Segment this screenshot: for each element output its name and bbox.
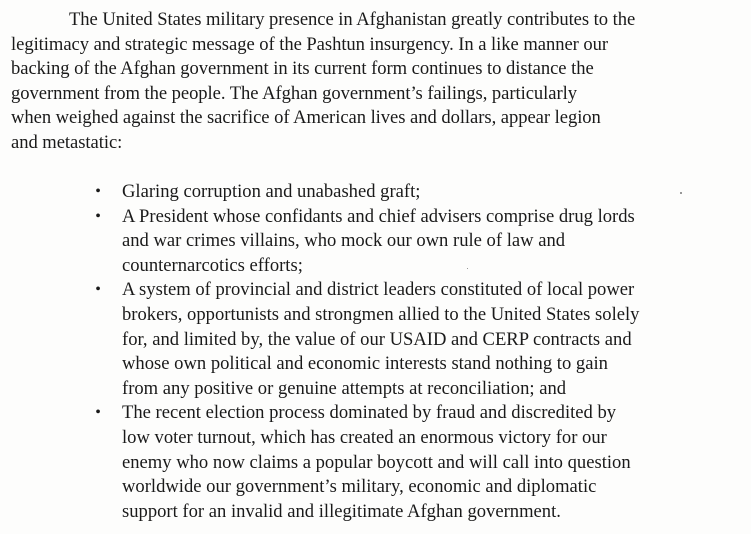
intro-line: legitimacy and strategic message of the Pashtun insurgency. In a like manner our <box>11 33 609 55</box>
scan-speck <box>680 192 682 194</box>
bullet-line: worldwide our government’s military, economic and diplomatic <box>122 476 597 498</box>
bullet-icon: • <box>95 404 101 422</box>
bullet-line: and war crimes villains, who mock our own rule of law and <box>122 230 566 252</box>
bullet-line: counternarcotics efforts; <box>122 254 303 276</box>
bullet-line: support for an invalid and illegitimate Afghan government. <box>122 500 561 522</box>
intro-line: The United States military presence in Afghanistan greatly contributes to the <box>69 9 636 30</box>
scan-speck <box>467 268 468 269</box>
intro-line: when weighed against the sacrifice of American lives and dollars, appear legion <box>11 107 601 129</box>
bullet-line: A President whose confidants and chief advisers comprise drug lords <box>122 205 635 227</box>
bullet-icon: • <box>95 281 101 299</box>
bullet-line: from any positive or genuine attempts at reconciliation; and <box>122 377 567 399</box>
bullet-line: The recent election process dominated by fraud and discredited by <box>122 402 617 424</box>
bullet-line: enemy who now claims a popular boycott and will call into question <box>122 451 631 473</box>
bullet-item-president <box>88 205 748 279</box>
bullet-line: whose own political and economic interests stand nothing to gain <box>122 353 608 375</box>
intro-line: government from the people. The Afghan government’s failings, particularly <box>11 82 578 104</box>
bullet-line: low voter turnout, which has created an enormous victory for our <box>122 426 607 448</box>
bullet-icon: • <box>95 207 101 225</box>
bullet-line: for, and limited by, the value of our USAID and CERP contracts and <box>122 328 632 350</box>
intro-line: and metastatic: <box>11 131 123 153</box>
bullet-line: A system of provincial and district leaders constituted of local power <box>122 279 635 301</box>
intro-line: backing of the Afghan government in its current form continues to distance the <box>11 58 594 80</box>
bullet-line: Glaring corruption and unabashed graft; <box>122 181 421 202</box>
bullet-item-election <box>88 401 748 524</box>
bullet-list <box>88 180 748 524</box>
bullet-line: brokers, opportunists and strongmen allied to the United States solely <box>122 303 640 325</box>
bullet-icon: • <box>95 183 101 200</box>
bullet-item-provincial-leaders <box>88 278 748 401</box>
bullet-item-corruption <box>88 180 748 205</box>
intro-paragraph <box>11 8 746 156</box>
